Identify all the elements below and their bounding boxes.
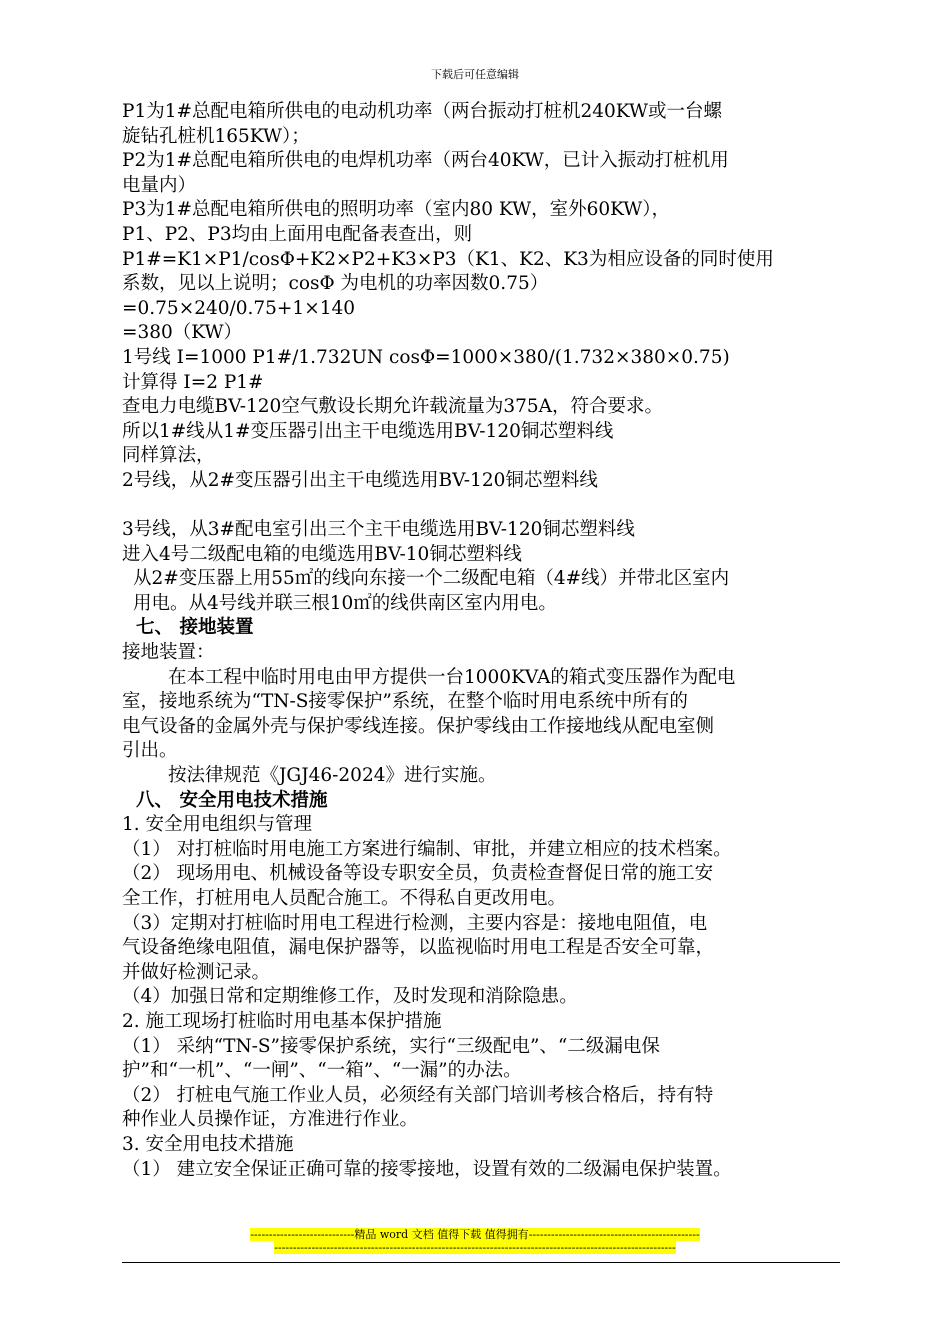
text-line: 1号线 I=1000 P1#/1.732UN cosΦ=1000×380/(1.732×380×0.75)	[122, 346, 730, 368]
text-line: P3为1#总配电箱所供电的照明功率（室内80 KW，室外60KW），	[122, 199, 671, 221]
text-line: 所以1#线从1#变压器引出主干电缆选用BV-120铜芯塑料线	[122, 420, 614, 442]
text-line: 旋钻孔桩机165KW）；	[122, 125, 310, 147]
text-line: （1） 采纳“TN-S”接零保护系统，实行“三级配电”、“二级漏电保	[122, 1035, 660, 1057]
text-line: 进入4号二级配电箱的电缆选用BV-10铜芯塑料线	[122, 543, 522, 565]
text-line: P2为1#总配电箱所供电的电焊机功率（两台40KW，已计入振动打桩机用	[122, 150, 729, 172]
page-header: 下载后可任意编辑	[431, 68, 519, 81]
text-line: P1为1#总配电箱所供电的电动机功率（两台振动打桩机240KW或一台螺	[122, 101, 722, 122]
text-line: 3号线，从3#配电室引出三个主干电缆选用BV-120铜芯塑料线	[122, 519, 635, 541]
text-line: （2） 现场用电、机械设备等设专职安全员，负责检查督促日常的施工安	[122, 863, 714, 885]
text-line: 气设备绝缘电阻值，漏电保护器等，以监视临时用电工程是否安全可靠，	[122, 937, 715, 959]
section-heading: 八、 安全用电技术措施	[136, 789, 328, 811]
text-line: 3. 安全用电技术措施	[122, 1133, 294, 1155]
text-line: 引出。	[122, 740, 178, 762]
text-line: （1） 对打桩临时用电施工方案进行编制、审批，并建立相应的技术档案。	[122, 838, 732, 860]
text-line: 按法律规范《JGJ46-2024》进行实施。	[168, 765, 497, 787]
blank-line	[122, 494, 838, 519]
text-line: 计算得 I=2 P1#	[122, 371, 264, 393]
text-line: 2. 施工现场打桩临时用电基本保护措施	[122, 1010, 442, 1032]
text-line: 从2#变压器上用55㎡的线向东接一个二级配电箱（4#线）并带北区室内	[133, 568, 730, 590]
text-line: 查电力电缆BV-120空气敷设长期允许载流量为375A，符合要求。	[122, 396, 663, 418]
section-heading: 七、 接地装置	[136, 617, 254, 639]
text-line: （3）定期对打桩临时用电工程进行检测，主要内容是：接地电阻值，电	[122, 912, 708, 934]
text-line: 全工作，打桩用电人员配合施工。不得私自更改用电。	[122, 888, 567, 909]
text-line: 电量内）	[122, 174, 197, 196]
text-line: 种作业人员操作证，方准进行作业。	[122, 1109, 419, 1131]
footer-banner: ----------------------------精品 word 文档 值得下载 值得拥有----------------------------------------------	[250, 1228, 700, 1241]
text-line: （2） 打桩电气施工作业人员，必须经有关部门培训考核合格后，持有特	[122, 1084, 714, 1106]
text-line: （4）加强日常和定期维修工作，及时发现和消除隐患。	[122, 986, 578, 1008]
text-line: 接地装置：	[122, 642, 215, 664]
text-line: 并做好检测记录。	[122, 961, 271, 983]
text-line: 系数，见以上说明；cosΦ 为电机的功率因数0.75）	[122, 273, 549, 295]
text-line: 室，接地系统为“TN-S接零保护”系统，在整个临时用电系统中所有的	[122, 691, 688, 713]
text-line: =380（KW）	[122, 322, 242, 344]
text-line: 同样算法，	[122, 445, 215, 467]
footer-dash-line: ------------------------------------------------------------------------------------------------------------	[274, 1241, 676, 1254]
text-line: 在本工程中临时用电由甲方提供一台1000KVA的箱式变压器作为配电	[168, 666, 736, 688]
page-footer	[0, 1228, 950, 1254]
footer-rule	[122, 1262, 840, 1263]
text-line: （1） 建立安全保证正确可靠的接零接地，设置有效的二级漏电保护装置。	[122, 1158, 732, 1180]
text-line: P1、P2、P3均由上面用电配备表查出，则	[122, 223, 473, 245]
text-line: 用电。从4号线并联三根10㎡的线供南区室内用电。	[133, 592, 557, 614]
text-line: 1. 安全用电组织与管理	[122, 814, 313, 836]
text-line: 2号线，从2#变压器引出主干电缆选用BV-120铜芯塑料线	[122, 469, 598, 491]
text-line: P1#=K1×P1/cosΦ+K2×P2+K3×P3（K1、K2、K3为相应设备的同时使用	[122, 248, 774, 270]
text-line: =0.75×240/0.75+1×140	[122, 297, 356, 319]
text-line: 护”和“一机”、“一闸”、“一箱”、“一漏”的办法。	[122, 1060, 522, 1082]
document-body	[122, 100, 838, 1182]
text-line: 电气设备的金属外壳与保护零线连接。保护零线由工作接地线从配电室侧	[122, 715, 715, 737]
